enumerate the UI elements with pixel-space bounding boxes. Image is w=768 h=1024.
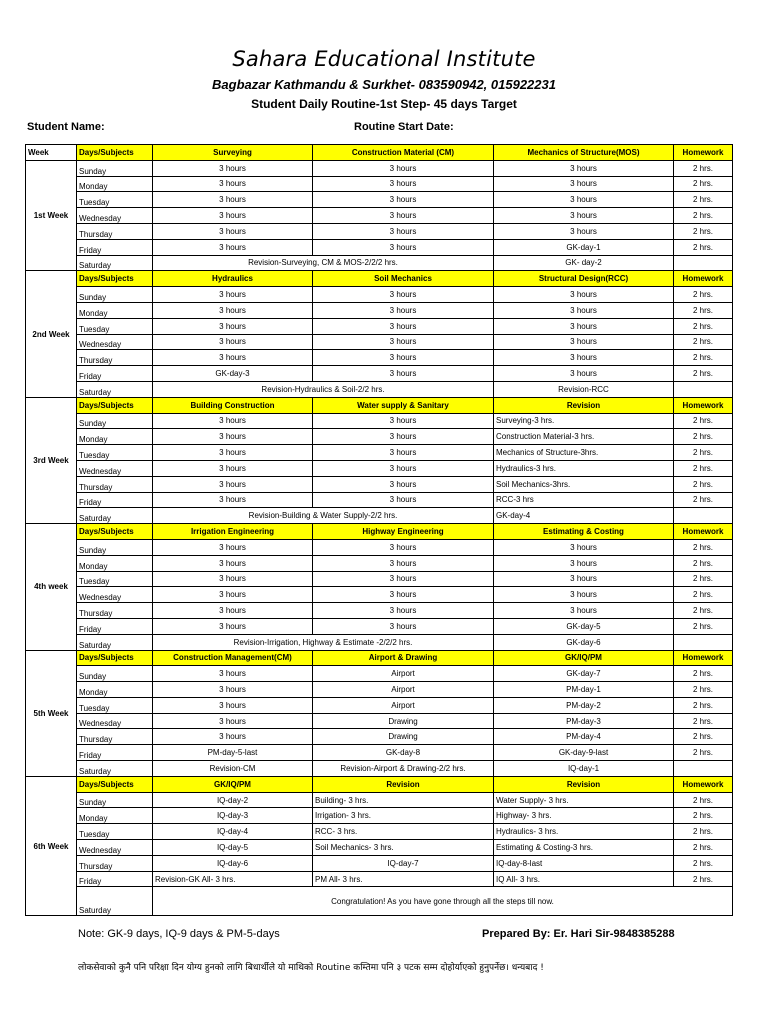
- schedule-cell: Mechanics of Structure-3hrs.: [494, 445, 674, 461]
- table-row: [26, 571, 733, 587]
- day-cell: Friday: [77, 618, 153, 634]
- routine-table: [25, 144, 733, 916]
- day-cell: Monday: [77, 302, 153, 318]
- table-row: [26, 713, 733, 729]
- schedule-cell: 3 hours: [153, 571, 313, 587]
- homework-cell: 2 hrs.: [674, 697, 733, 713]
- day-cell: Saturday: [77, 508, 153, 524]
- schedule-cell: 3 hours: [313, 413, 494, 429]
- day-cell: Saturday: [77, 255, 153, 271]
- schedule-cell: IQ-day-1: [494, 761, 674, 777]
- saturday-row: [26, 761, 733, 777]
- schedule-cell: 3 hours: [153, 208, 313, 224]
- schedule-cell: 3 hours: [313, 555, 494, 571]
- table-row: [26, 413, 733, 429]
- homework-cell: 2 hrs.: [674, 366, 733, 382]
- schedule-cell: RCC- 3 hrs.: [313, 824, 494, 840]
- subject-header: Construction Material (CM): [313, 145, 494, 161]
- homework-cell: 2 hrs.: [674, 287, 733, 303]
- schedule-cell: IQ-day-4: [153, 824, 313, 840]
- homework-cell: 2 hrs.: [674, 429, 733, 445]
- week-header-row: [26, 145, 733, 161]
- schedule-cell: RCC-3 hrs: [494, 492, 674, 508]
- days-subjects-header: Days/Subjects: [77, 145, 153, 161]
- week-label: 2nd Week: [26, 271, 77, 397]
- schedule-cell: Soil Mechanics-3hrs.: [494, 476, 674, 492]
- day-cell: Tuesday: [77, 192, 153, 208]
- saturday-row: [26, 887, 733, 916]
- schedule-cell: GK-day-8: [313, 745, 494, 761]
- schedule-cell: Hydraulics-3 hrs.: [494, 460, 674, 476]
- schedule-cell: 3 hours: [313, 160, 494, 176]
- schedule-cell: 3 hours: [313, 223, 494, 239]
- schedule-cell: PM-day-2: [494, 697, 674, 713]
- day-cell: Friday: [77, 366, 153, 382]
- schedule-cell: 3 hours: [494, 318, 674, 334]
- subject-header: Airport & Drawing: [313, 650, 494, 666]
- schedule-cell: 3 hours: [313, 239, 494, 255]
- schedule-cell: GK-day-4: [494, 508, 674, 524]
- schedule-cell: PM-day-4: [494, 729, 674, 745]
- day-cell: Thursday: [77, 729, 153, 745]
- schedule-cell: 3 hours: [313, 587, 494, 603]
- homework-cell: [674, 381, 733, 397]
- table-row: [26, 287, 733, 303]
- saturday-row: [26, 255, 733, 271]
- subject-header: Hydraulics: [153, 271, 313, 287]
- schedule-cell: 3 hours: [313, 192, 494, 208]
- day-cell: Sunday: [77, 287, 153, 303]
- saturday-row: [26, 381, 733, 397]
- homework-cell: 2 hrs.: [674, 539, 733, 555]
- table-row: [26, 555, 733, 571]
- schedule-cell: 3 hours: [153, 302, 313, 318]
- table-row: [26, 350, 733, 366]
- schedule-cell: Irrigation- 3 hrs.: [313, 808, 494, 824]
- day-cell: Tuesday: [77, 824, 153, 840]
- schedule-cell: 3 hours: [153, 666, 313, 682]
- homework-cell: [674, 634, 733, 650]
- day-cell: Wednesday: [77, 587, 153, 603]
- homework-cell: 2 hrs.: [674, 618, 733, 634]
- table-row: [26, 302, 733, 318]
- schedule-cell: 3 hours: [153, 318, 313, 334]
- schedule-cell: 3 hours: [313, 429, 494, 445]
- day-cell: Friday: [77, 239, 153, 255]
- schedule-cell: Revision-GK All- 3 hrs.: [153, 871, 313, 887]
- table-row: [26, 729, 733, 745]
- schedule-cell: GK-day-5: [494, 618, 674, 634]
- table-row: [26, 176, 733, 192]
- week-column-header: Week: [26, 145, 77, 161]
- schedule-cell: GK-day-1: [494, 239, 674, 255]
- day-cell: Monday: [77, 682, 153, 698]
- schedule-cell: Hydraulics- 3 hrs.: [494, 824, 674, 840]
- subject-header: Revision: [313, 776, 494, 792]
- day-cell: Friday: [77, 871, 153, 887]
- homework-cell: 2 hrs.: [674, 745, 733, 761]
- homework-cell: 2 hrs.: [674, 350, 733, 366]
- table-row: [26, 587, 733, 603]
- homework-header: Homework: [674, 397, 733, 413]
- schedule-cell: 3 hours: [153, 713, 313, 729]
- day-cell: Friday: [77, 745, 153, 761]
- schedule-cell: 3 hours: [153, 445, 313, 461]
- schedule-cell: Water Supply- 3 hrs.: [494, 792, 674, 808]
- days-subjects-header: Days/Subjects: [77, 776, 153, 792]
- schedule-cell: IQ-day-6: [153, 855, 313, 871]
- homework-header: Homework: [674, 145, 733, 161]
- schedule-cell: 3 hours: [494, 334, 674, 350]
- day-cell: Wednesday: [77, 460, 153, 476]
- schedule-cell: 3 hours: [313, 603, 494, 619]
- day-cell: Saturday: [77, 634, 153, 650]
- schedule-cell: 3 hours: [153, 555, 313, 571]
- subject-header: Soil Mechanics: [313, 271, 494, 287]
- day-cell: Saturday: [77, 761, 153, 777]
- homework-header: Homework: [674, 650, 733, 666]
- days-subjects-header: Days/Subjects: [77, 271, 153, 287]
- schedule-cell: Airport: [313, 697, 494, 713]
- days-subjects-header: Days/Subjects: [77, 397, 153, 413]
- table-row: [26, 808, 733, 824]
- days-subjects-header: Days/Subjects: [77, 524, 153, 540]
- homework-cell: 2 hrs.: [674, 160, 733, 176]
- schedule-cell: Revision-RCC: [494, 381, 674, 397]
- schedule-cell: 3 hours: [153, 587, 313, 603]
- table-row: [26, 318, 733, 334]
- schedule-cell: 3 hours: [313, 539, 494, 555]
- homework-cell: 2 hrs.: [674, 855, 733, 871]
- homework-cell: 2 hrs.: [674, 792, 733, 808]
- day-cell: Friday: [77, 492, 153, 508]
- schedule-cell: 3 hours: [494, 571, 674, 587]
- week-header-row: [26, 650, 733, 666]
- schedule-cell: 3 hours: [494, 160, 674, 176]
- prepared-by: Prepared By: Er. Hari Sir-9848385288: [482, 928, 675, 940]
- table-row: [26, 824, 733, 840]
- table-row: [26, 192, 733, 208]
- schedule-cell: GK-day-9-last: [494, 745, 674, 761]
- revision-cell: Revision-Airport & Drawing-2/2 hrs.: [313, 761, 494, 777]
- revision-cell: Revision-Irrigation, Highway & Estimate -2/2/2 hrs.: [153, 634, 494, 650]
- table-row: [26, 792, 733, 808]
- schedule-cell: 3 hours: [313, 302, 494, 318]
- schedule-cell: 3 hours: [153, 603, 313, 619]
- table-row: [26, 871, 733, 887]
- table-row: [26, 840, 733, 856]
- schedule-cell: 3 hours: [313, 460, 494, 476]
- week-label: 3rd Week: [26, 397, 77, 523]
- table-row: [26, 223, 733, 239]
- days-subjects-header: Days/Subjects: [77, 650, 153, 666]
- day-cell: Monday: [77, 429, 153, 445]
- schedule-cell: Airport: [313, 682, 494, 698]
- saturday-row: [26, 634, 733, 650]
- subject-header: Estimating & Costing: [494, 524, 674, 540]
- table-row: [26, 366, 733, 382]
- schedule-cell: 3 hours: [153, 539, 313, 555]
- day-cell: Wednesday: [77, 334, 153, 350]
- schedule-cell: 3 hours: [153, 729, 313, 745]
- homework-cell: 2 hrs.: [674, 302, 733, 318]
- revision-cell: Revision-Surveying, CM & MOS-2/2/2 hrs.: [153, 255, 494, 271]
- schedule-cell: Surveying-3 hrs.: [494, 413, 674, 429]
- table-row: [26, 334, 733, 350]
- week-header-row: [26, 397, 733, 413]
- routine-start-date-label: Routine Start Date:: [354, 121, 454, 133]
- schedule-cell: 3 hours: [153, 287, 313, 303]
- homework-cell: [674, 255, 733, 271]
- schedule-cell: IQ All- 3 hrs.: [494, 871, 674, 887]
- schedule-cell: 3 hours: [153, 618, 313, 634]
- homework-cell: 2 hrs.: [674, 176, 733, 192]
- schedule-cell: GK-day-6: [494, 634, 674, 650]
- schedule-cell: 3 hours: [494, 587, 674, 603]
- schedule-cell: 3 hours: [153, 492, 313, 508]
- note-text: Note: GK-9 days, IQ-9 days & PM-5-days: [78, 928, 280, 940]
- schedule-cell: IQ-day-3: [153, 808, 313, 824]
- day-cell: Saturday: [77, 887, 153, 916]
- day-cell: Thursday: [77, 855, 153, 871]
- schedule-cell: Drawing: [313, 729, 494, 745]
- schedule-cell: 3 hours: [494, 287, 674, 303]
- table-row: [26, 745, 733, 761]
- schedule-cell: 3 hours: [313, 318, 494, 334]
- schedule-cell: 3 hours: [313, 618, 494, 634]
- homework-cell: 2 hrs.: [674, 318, 733, 334]
- subject-header: Building Construction: [153, 397, 313, 413]
- subject-header: Surveying: [153, 145, 313, 161]
- schedule-cell: 3 hours: [313, 334, 494, 350]
- week-label: 1st Week: [26, 160, 77, 271]
- table-row: [26, 697, 733, 713]
- schedule-cell: 3 hours: [313, 366, 494, 382]
- subject-header: Revision: [494, 397, 674, 413]
- congratulation-message: Congratulation! As you have gone through all the steps till now.: [153, 887, 733, 916]
- homework-cell: [674, 508, 733, 524]
- schedule-cell: 3 hours: [494, 366, 674, 382]
- institute-title: Sahara Educational Institute: [232, 47, 536, 71]
- subject-header: Mechanics of Structure(MOS): [494, 145, 674, 161]
- schedule-cell: 3 hours: [494, 555, 674, 571]
- homework-cell: 2 hrs.: [674, 239, 733, 255]
- day-cell: Wednesday: [77, 713, 153, 729]
- homework-cell: 2 hrs.: [674, 223, 733, 239]
- schedule-cell: GK-day-3: [153, 366, 313, 382]
- subject-header: Structural Design(RCC): [494, 271, 674, 287]
- schedule-cell: IQ-day-2: [153, 792, 313, 808]
- day-cell: Sunday: [77, 413, 153, 429]
- homework-cell: 2 hrs.: [674, 603, 733, 619]
- schedule-cell: 3 hours: [153, 334, 313, 350]
- table-row: [26, 429, 733, 445]
- homework-cell: 2 hrs.: [674, 413, 733, 429]
- homework-cell: 2 hrs.: [674, 555, 733, 571]
- schedule-cell: 3 hours: [313, 492, 494, 508]
- week-label: 6th Week: [26, 776, 77, 916]
- homework-header: Homework: [674, 271, 733, 287]
- schedule-cell: 3 hours: [153, 160, 313, 176]
- routine-title: Student Daily Routine-1st Step- 45 days Target: [251, 97, 517, 111]
- table-row: [26, 682, 733, 698]
- saturday-row: [26, 508, 733, 524]
- day-cell: Tuesday: [77, 445, 153, 461]
- institute-address: Bagbazar Kathmandu & Surkhet- 083590942, 015922231: [212, 77, 556, 92]
- homework-cell: 2 hrs.: [674, 682, 733, 698]
- week-header-row: [26, 524, 733, 540]
- table-row: [26, 666, 733, 682]
- schedule-cell: 3 hours: [153, 192, 313, 208]
- day-cell: Tuesday: [77, 571, 153, 587]
- table-row: [26, 603, 733, 619]
- schedule-cell: GK-day-7: [494, 666, 674, 682]
- week-header-row: [26, 271, 733, 287]
- subject-header: GK/IQ/PM: [153, 776, 313, 792]
- schedule-cell: 3 hours: [494, 176, 674, 192]
- table-row: [26, 539, 733, 555]
- table-row: [26, 855, 733, 871]
- day-cell: Sunday: [77, 539, 153, 555]
- day-cell: Thursday: [77, 603, 153, 619]
- schedule-cell: 3 hours: [494, 302, 674, 318]
- week-header-row: [26, 776, 733, 792]
- day-cell: Wednesday: [77, 208, 153, 224]
- student-name-label: Student Name:: [27, 121, 105, 133]
- schedule-cell: IQ-day-5: [153, 840, 313, 856]
- table-row: [26, 618, 733, 634]
- schedule-cell: Estimating & Costing-3 hrs.: [494, 840, 674, 856]
- revision-cell: Revision-Building & Water Supply-2/2 hrs.: [153, 508, 494, 524]
- table-row: [26, 460, 733, 476]
- schedule-cell: 3 hours: [153, 460, 313, 476]
- table-row: [26, 445, 733, 461]
- day-cell: Saturday: [77, 381, 153, 397]
- schedule-cell: 3 hours: [153, 429, 313, 445]
- homework-cell: [674, 761, 733, 777]
- day-cell: Thursday: [77, 476, 153, 492]
- schedule-cell: 3 hours: [313, 571, 494, 587]
- subject-header: Revision: [494, 776, 674, 792]
- schedule-cell: 3 hours: [313, 350, 494, 366]
- schedule-cell: 3 hours: [494, 603, 674, 619]
- homework-cell: 2 hrs.: [674, 476, 733, 492]
- schedule-cell: 3 hours: [153, 697, 313, 713]
- schedule-cell: GK- day-2: [494, 255, 674, 271]
- schedule-cell: 3 hours: [494, 192, 674, 208]
- schedule-cell: Soil Mechanics- 3 hrs.: [313, 840, 494, 856]
- schedule-cell: PM-day-5-last: [153, 745, 313, 761]
- table-row: [26, 492, 733, 508]
- day-cell: Monday: [77, 176, 153, 192]
- schedule-cell: Construction Material-3 hrs.: [494, 429, 674, 445]
- schedule-cell: 3 hours: [494, 223, 674, 239]
- schedule-cell: 3 hours: [153, 176, 313, 192]
- schedule-cell: IQ-day-8-last: [494, 855, 674, 871]
- schedule-cell: 3 hours: [313, 476, 494, 492]
- homework-cell: 2 hrs.: [674, 208, 733, 224]
- homework-header: Homework: [674, 776, 733, 792]
- subject-header: Highway Engineering: [313, 524, 494, 540]
- schedule-cell: 3 hours: [153, 350, 313, 366]
- nepali-note: लोकसेवाको कुनै पनि परिक्षा दिन योग्य हुनको लागि बिधार्थीले यो माथिको Routine कम्तिमा पनि ३ पटक सम्म दोहोर्याएको हुनुपर्नेछ। धन्यबाद !: [78, 963, 544, 973]
- schedule-cell: 3 hours: [313, 176, 494, 192]
- day-cell: Monday: [77, 555, 153, 571]
- schedule-cell: 3 hours: [313, 287, 494, 303]
- schedule-cell: 3 hours: [153, 239, 313, 255]
- homework-cell: 2 hrs.: [674, 192, 733, 208]
- table-row: [26, 208, 733, 224]
- schedule-cell: Airport: [313, 666, 494, 682]
- homework-cell: 2 hrs.: [674, 492, 733, 508]
- homework-cell: 2 hrs.: [674, 713, 733, 729]
- homework-cell: 2 hrs.: [674, 666, 733, 682]
- schedule-cell: 3 hours: [153, 413, 313, 429]
- schedule-cell: PM-day-3: [494, 713, 674, 729]
- day-cell: Tuesday: [77, 318, 153, 334]
- homework-header: Homework: [674, 524, 733, 540]
- schedule-cell: 3 hours: [153, 682, 313, 698]
- subject-header: Construction Management(CM): [153, 650, 313, 666]
- day-cell: Sunday: [77, 792, 153, 808]
- day-cell: Sunday: [77, 666, 153, 682]
- schedule-cell: 3 hours: [494, 208, 674, 224]
- homework-cell: 2 hrs.: [674, 445, 733, 461]
- schedule-cell: 3 hours: [153, 476, 313, 492]
- table-row: [26, 476, 733, 492]
- schedule-cell: 3 hours: [313, 445, 494, 461]
- table-row: [26, 239, 733, 255]
- homework-cell: 2 hrs.: [674, 729, 733, 745]
- day-cell: Wednesday: [77, 840, 153, 856]
- homework-cell: 2 hrs.: [674, 460, 733, 476]
- homework-cell: 2 hrs.: [674, 334, 733, 350]
- homework-cell: 2 hrs.: [674, 587, 733, 603]
- schedule-cell: Highway- 3 hrs.: [494, 808, 674, 824]
- revision-cell: Revision-CM: [153, 761, 313, 777]
- day-cell: Thursday: [77, 223, 153, 239]
- week-label: 4th week: [26, 524, 77, 650]
- schedule-cell: Building- 3 hrs.: [313, 792, 494, 808]
- schedule-cell: IQ-day-7: [313, 855, 494, 871]
- schedule-cell: 3 hours: [494, 350, 674, 366]
- schedule-cell: PM All- 3 hrs.: [313, 871, 494, 887]
- day-cell: Monday: [77, 808, 153, 824]
- subject-header: Water supply & Sanitary: [313, 397, 494, 413]
- homework-cell: 2 hrs.: [674, 824, 733, 840]
- day-cell: Sunday: [77, 160, 153, 176]
- subject-header: Irrigation Engineering: [153, 524, 313, 540]
- schedule-cell: Drawing: [313, 713, 494, 729]
- subject-header: GK/IQ/PM: [494, 650, 674, 666]
- homework-cell: 2 hrs.: [674, 840, 733, 856]
- week-label: 5th Week: [26, 650, 77, 776]
- homework-cell: 2 hrs.: [674, 571, 733, 587]
- day-cell: Thursday: [77, 350, 153, 366]
- schedule-cell: 3 hours: [313, 208, 494, 224]
- day-cell: Tuesday: [77, 697, 153, 713]
- homework-cell: 2 hrs.: [674, 808, 733, 824]
- schedule-cell: PM-day-1: [494, 682, 674, 698]
- schedule-cell: 3 hours: [494, 539, 674, 555]
- revision-cell: Revision-Hydraulics & Soil-2/2 hrs.: [153, 381, 494, 397]
- schedule-cell: 3 hours: [153, 223, 313, 239]
- homework-cell: 2 hrs.: [674, 871, 733, 887]
- table-row: [26, 160, 733, 176]
